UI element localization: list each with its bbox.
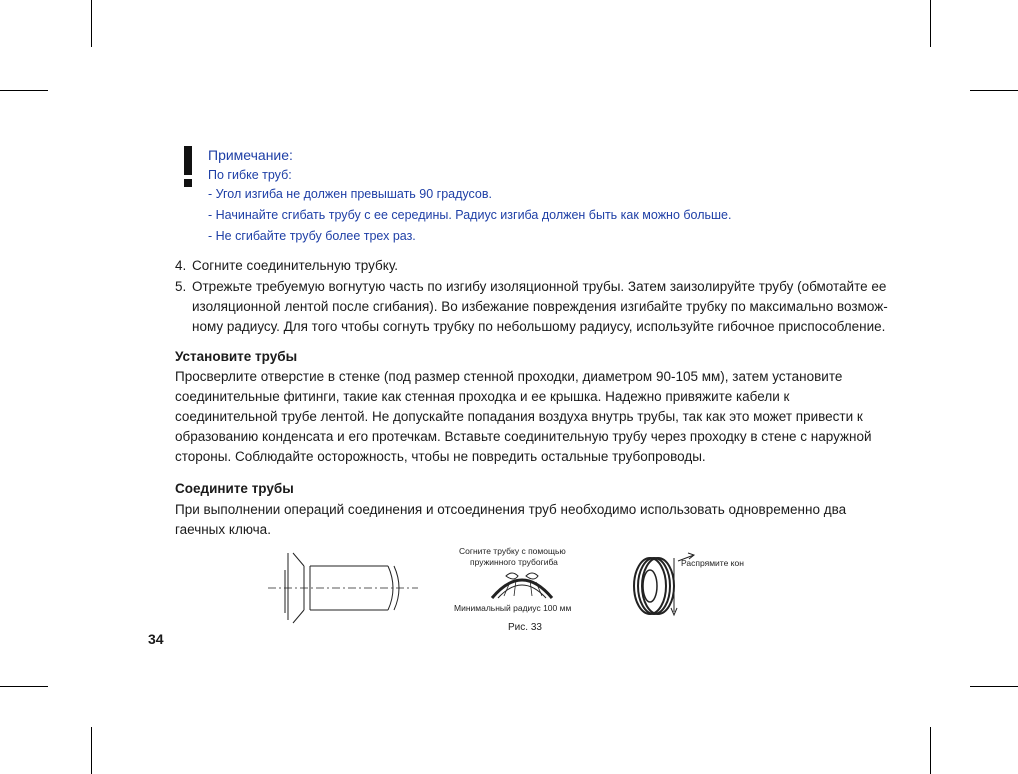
crop-mark (930, 0, 931, 47)
bend-label: пружинного трубогиба (470, 557, 558, 567)
connect-text: гаечных ключа. (175, 522, 271, 537)
radius-label: Минимальный радиус 100 мм (454, 603, 572, 613)
figure-caption: Рис. 33 (508, 622, 542, 633)
step-text: Отрежьте требуемую вогнутую часть по изгибу изоляционной трубы. Затем заизолируйте трубу (обмотайте ее (192, 279, 887, 294)
crop-mark (0, 686, 48, 687)
page-number: 34 (148, 631, 164, 647)
step-text: изоляционной лентой после сгибания). Во избежание повреждения изгибайте трубку по максимально возмож- (192, 299, 888, 314)
crop-mark (930, 727, 931, 774)
install-text: стороны. Соблюдайте осторожность, чтобы не повредить остальные трубопроводы. (175, 449, 706, 464)
connect-text: При выполнении операций соединения и отсоединения труб необходимо использовать одновременно два (175, 502, 847, 517)
note-line: - Не сгибайте трубу более трех раз. (208, 229, 416, 243)
install-text: соединительной трубе лентой. Не допускайте попадания воздуха внутрь трубы, так как это может привести к (175, 409, 863, 424)
coil-diagram (628, 552, 682, 620)
crop-mark (970, 686, 1018, 687)
step-text: Согните соединительную трубку. (192, 258, 398, 273)
crop-mark (91, 0, 92, 47)
note-line: По гибке труб: (208, 168, 292, 182)
note-line: - Угол изгиба не должен превышать 90 градусов. (208, 187, 492, 201)
install-text: образованию конденсата и его протечкам. Вставьте соединительную трубу через проходку в стене с наружной (175, 429, 872, 444)
step-number: 4. (175, 258, 187, 273)
hands-bending-diagram (488, 568, 556, 602)
pipe-wall-diagram (268, 550, 418, 630)
crop-mark (91, 727, 92, 774)
step-text: ному радиусу. Для того чтобы согнуть трубку по небольшому радиусу, используйте гибочное приспособление. (192, 319, 886, 334)
step-number: 5. (175, 279, 187, 294)
bend-label: Согните трубку с помощью (459, 546, 566, 556)
straighten-label: Распрямите кон (681, 558, 744, 568)
install-text: Просверлите отверстие в стенке (под размер стенной проходки, диаметром 90-105 мм), затем установите (175, 369, 843, 384)
note-line: - Начинайте сгибать трубу с ее середины. Радиус изгиба должен быть как можно больше. (208, 208, 732, 222)
exclamation-icon (182, 146, 194, 188)
install-text: соединительные фитинги, такие как стенная проходка и ее крышка. Надежно привяжите кабели к (175, 389, 790, 404)
note-title: Примечание: (208, 147, 293, 163)
install-heading: Установите трубы (175, 349, 298, 364)
connect-heading: Соедините трубы (175, 481, 294, 496)
crop-mark (970, 90, 1018, 91)
crop-mark (0, 90, 48, 91)
